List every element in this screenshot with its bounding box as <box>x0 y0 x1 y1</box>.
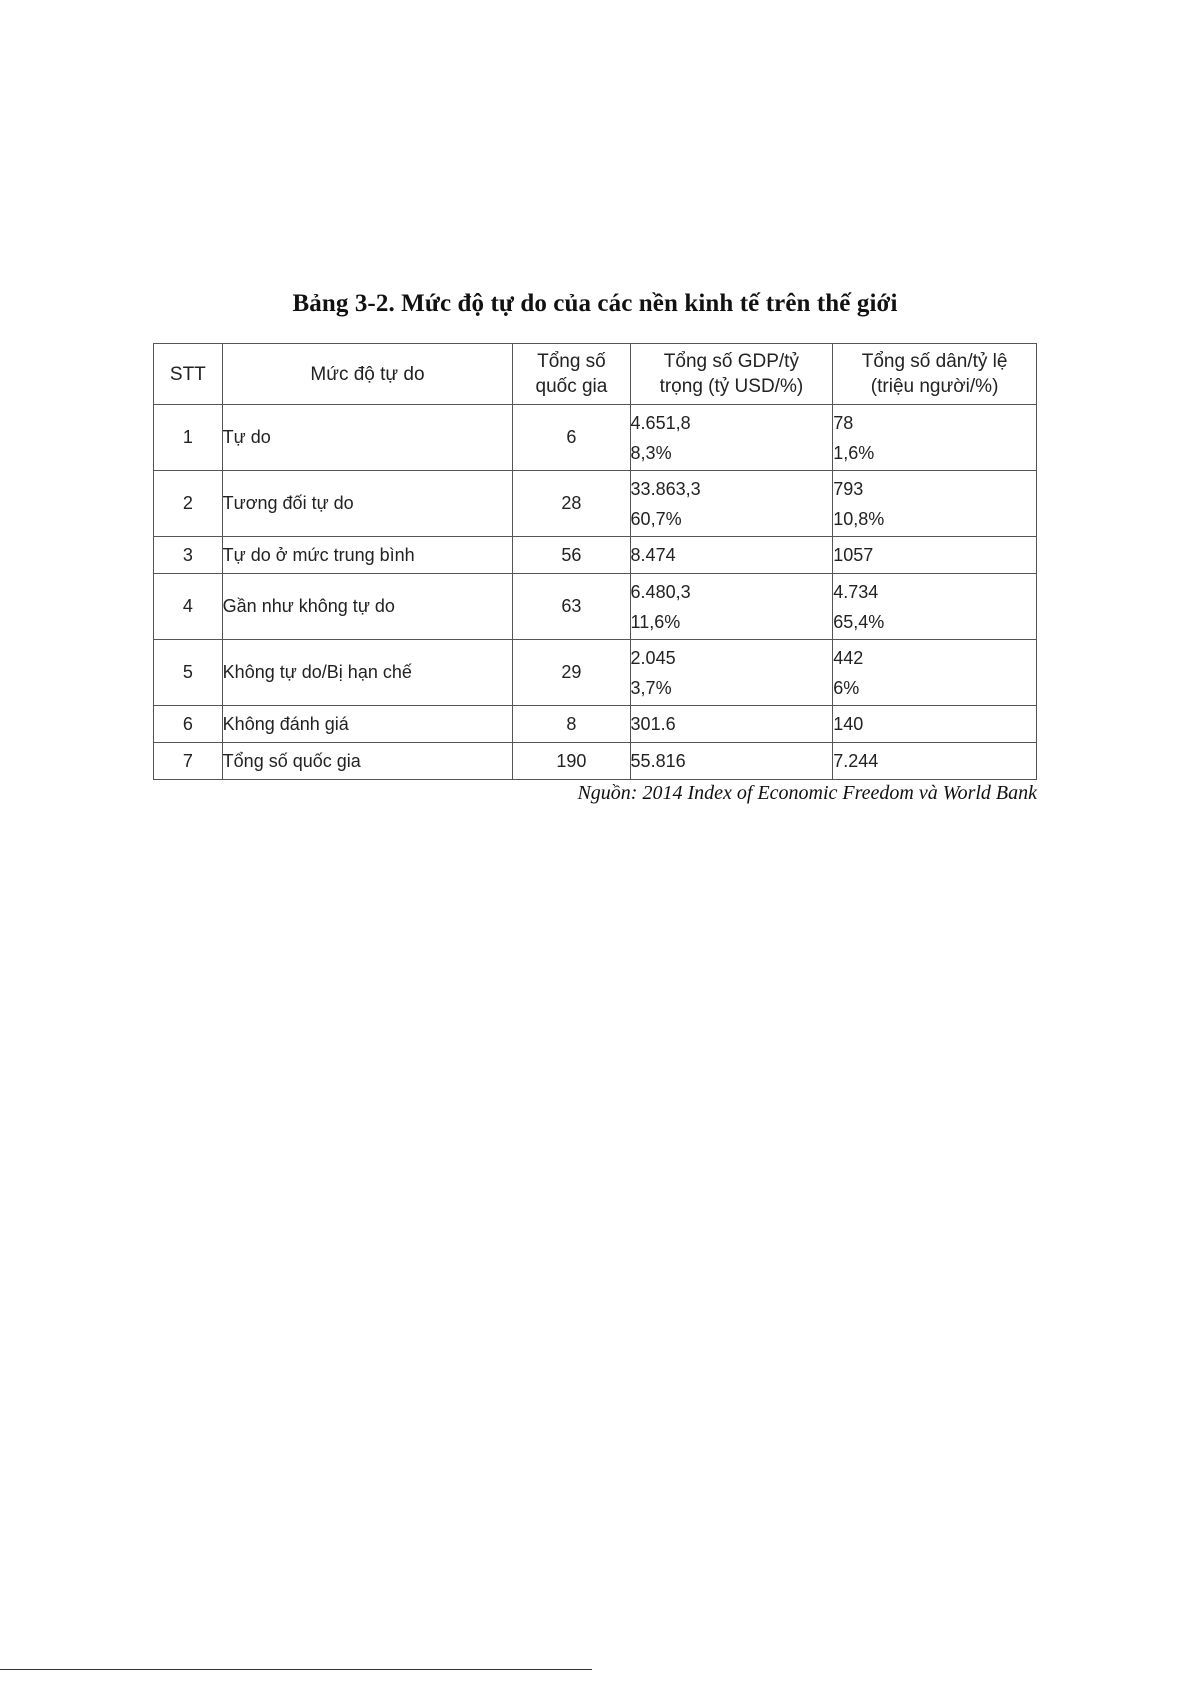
header-gdp-line2: trọng (tỷ USD/%) <box>659 376 804 397</box>
row-population <box>833 640 1037 706</box>
row-gdp <box>630 405 833 471</box>
row-stt: 7 <box>154 743 223 780</box>
header-freedom-level: Mức độ tự do <box>222 344 513 405</box>
row-gdp-value: 301.6 <box>630 714 676 734</box>
row-population <box>833 706 1037 743</box>
row-population-value: 793 <box>833 478 864 499</box>
row-country-count: 56 <box>513 537 630 574</box>
header-country-count-line1: Tổng số <box>537 351 606 372</box>
row-population-value: 442 <box>833 647 864 668</box>
row-country-count: 190 <box>513 743 630 780</box>
row-freedom-level: Không đánh giá <box>222 706 513 743</box>
row-freedom-level: Tương đối tự do <box>222 471 513 537</box>
economic-freedom-table <box>153 343 1037 780</box>
table-title: Bảng 3-2. Mức độ tự do của các nền kinh tế trên thế giới <box>292 290 898 317</box>
row-population-share: 10,8% <box>833 508 885 529</box>
row-gdp <box>630 706 833 743</box>
table-header-row <box>154 344 1037 405</box>
row-freedom-level: Không tự do/Bị hạn chế <box>222 640 513 706</box>
source-note: Nguồn: 2014 Index of Economic Freedom và World Bank <box>577 782 1037 804</box>
row-gdp <box>630 574 833 640</box>
row-country-count: 6 <box>513 405 630 471</box>
row-stt: 6 <box>154 706 223 743</box>
row-population-share: 65,4% <box>833 611 885 632</box>
row-gdp-value: 55.816 <box>630 751 686 771</box>
row-country-count: 29 <box>513 640 630 706</box>
header-population-line1: Tổng số dân/tỷ lệ <box>861 351 1008 372</box>
row-stt: 4 <box>154 574 223 640</box>
row-stt: 2 <box>154 471 223 537</box>
header-country-count-line2: quốc gia <box>535 376 608 397</box>
row-gdp <box>630 743 833 780</box>
header-gdp-line1: Tổng số GDP/tỷ <box>663 351 799 372</box>
row-population-value: 140 <box>833 714 864 734</box>
header-stt: STT <box>154 344 223 405</box>
row-gdp-value: 2.045 <box>630 647 676 668</box>
row-population-share: 6% <box>833 677 860 698</box>
table-row <box>154 405 1037 471</box>
row-country-count: 63 <box>513 574 630 640</box>
row-population <box>833 405 1037 471</box>
table-row <box>154 471 1037 537</box>
row-country-count: 8 <box>513 706 630 743</box>
row-gdp-share: 3,7% <box>630 677 672 698</box>
table-row <box>154 706 1037 743</box>
row-population-value: 78 <box>833 412 854 433</box>
footnote-divider <box>0 1669 592 1670</box>
row-stt: 3 <box>154 537 223 574</box>
row-population-share: 1,6% <box>833 442 875 463</box>
row-population <box>833 471 1037 537</box>
row-population <box>833 743 1037 780</box>
row-gdp-value: 4.651,8 <box>630 412 691 433</box>
table-row <box>154 640 1037 706</box>
header-country-count <box>513 344 630 405</box>
row-population <box>833 537 1037 574</box>
row-population-value: 7.244 <box>833 751 879 771</box>
row-population-value: 1057 <box>833 545 874 565</box>
header-population-line2: (triệu người/%) <box>870 376 999 397</box>
row-gdp <box>630 537 833 574</box>
row-gdp-share: 60,7% <box>630 508 682 529</box>
row-population <box>833 574 1037 640</box>
row-gdp-value: 33.863,3 <box>630 478 701 499</box>
row-freedom-level: Tự do <box>222 405 513 471</box>
row-stt: 5 <box>154 640 223 706</box>
row-gdp-value: 8.474 <box>630 545 676 565</box>
row-gdp <box>630 471 833 537</box>
row-country-count: 28 <box>513 471 630 537</box>
row-gdp-value: 6.480,3 <box>630 581 691 602</box>
table-row <box>154 743 1037 780</box>
row-gdp-share: 8,3% <box>630 442 672 463</box>
row-population-value: 4.734 <box>833 581 879 602</box>
row-gdp-share: 11,6% <box>630 611 681 632</box>
row-freedom-level: Gần như không tự do <box>222 574 513 640</box>
row-stt: 1 <box>154 405 223 471</box>
table-row <box>154 537 1037 574</box>
header-population <box>833 344 1037 405</box>
row-freedom-level: Tự do ở mức trung bình <box>222 537 513 574</box>
row-gdp <box>630 640 833 706</box>
row-freedom-level: Tổng số quốc gia <box>222 743 513 780</box>
header-gdp <box>630 344 833 405</box>
table-row <box>154 574 1037 640</box>
